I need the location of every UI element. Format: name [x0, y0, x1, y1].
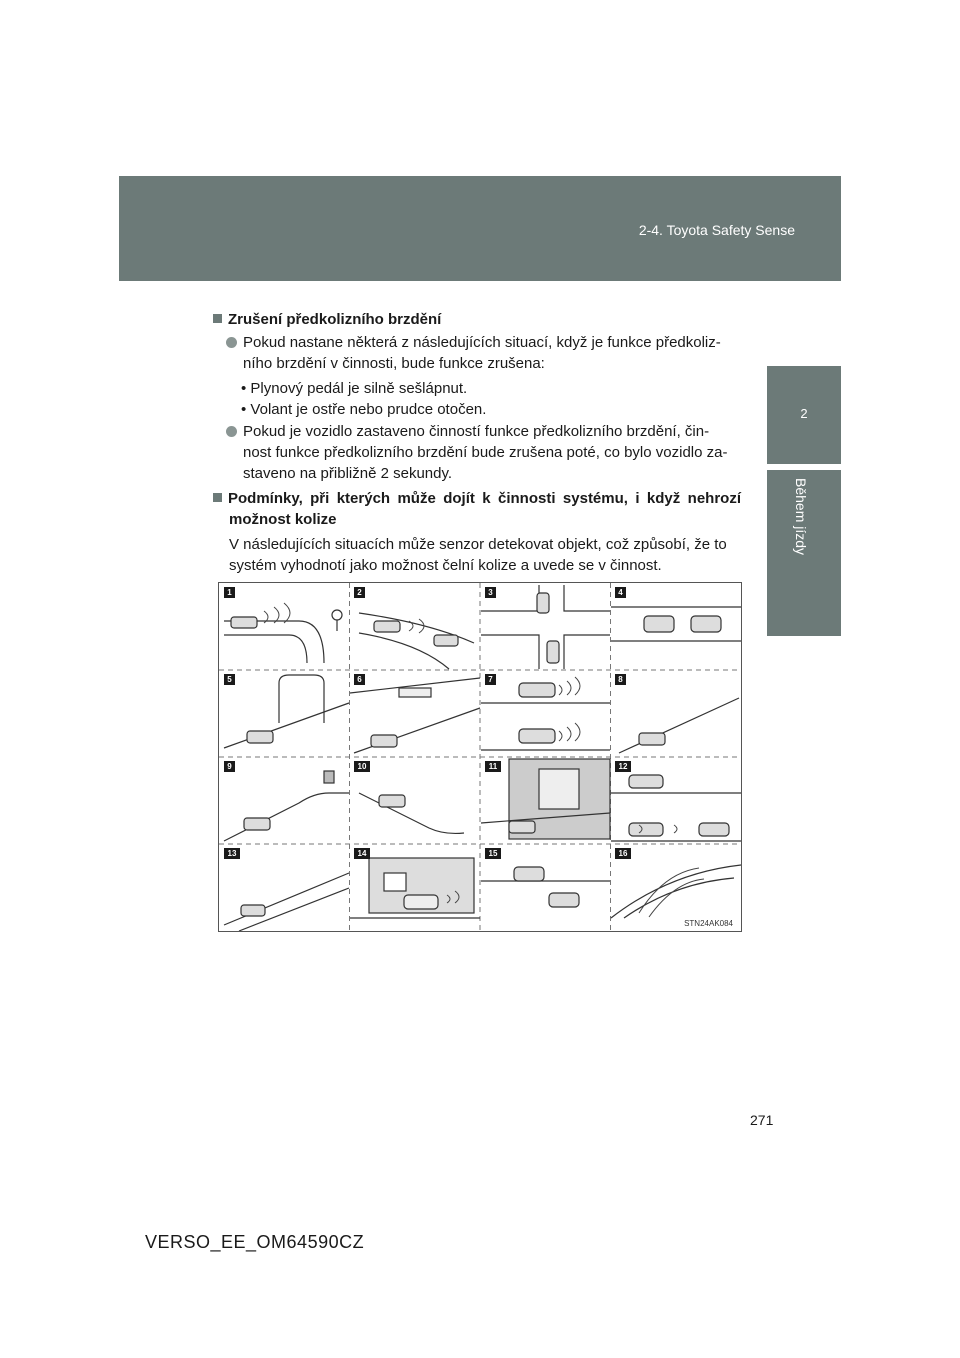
figure-cell	[480, 583, 610, 670]
figure-number: 2	[354, 587, 365, 598]
figure-number: 10	[354, 761, 370, 772]
sub-item: • Volant je ostře nebo prudce otočen.	[241, 401, 487, 418]
section-heading-conditions-line2: možnost kolize	[229, 511, 337, 528]
chapter-number-tab	[767, 366, 841, 464]
figure-cell	[480, 670, 610, 757]
figure-cell	[219, 670, 349, 757]
paragraph-line: Pokud je vozidlo zastaveno činností funkce předkolizního brzdění, čin-	[243, 423, 710, 440]
figure-cell	[349, 583, 479, 670]
figure-cell	[349, 757, 479, 844]
figure-number: 15	[485, 848, 501, 859]
figure-cell	[349, 670, 479, 757]
section-heading-cancel: Zrušení předkolizního brzdění	[213, 309, 441, 330]
figure-number: 5	[224, 674, 235, 685]
situations-figure	[218, 582, 742, 932]
document-code: VERSO_EE_OM64590CZ	[145, 1232, 365, 1252]
paragraph-line: Pokud nastane některá z následujících situací, když je funkce předkoliz-	[243, 334, 721, 351]
figure-cell	[610, 670, 740, 757]
figure-cell	[219, 757, 349, 844]
paragraph-line: ního brzdění v činnosti, bude funkce zrušena:	[243, 355, 545, 372]
sub-item: • Plynový pedál je silně sešlápnut.	[241, 380, 468, 397]
square-bullet-icon	[213, 493, 222, 502]
figure-number: 6	[354, 674, 365, 685]
figure-number: 9	[224, 761, 235, 772]
figure-number: 4	[615, 587, 626, 598]
chapter-number: 2	[800, 406, 808, 421]
figure-code: STN24AK084	[684, 919, 733, 928]
page-number: 271	[750, 1112, 774, 1128]
figure-number: 16	[615, 848, 631, 859]
paragraph-line: staveno na přibližně 2 sekundy.	[243, 465, 453, 482]
figure-cell	[610, 844, 740, 931]
figure-cell	[610, 583, 740, 670]
figure-number: 7	[485, 674, 496, 685]
figure-number: 1	[224, 587, 235, 598]
page-header	[119, 176, 841, 281]
paragraph-line: V následujících situacích může senzor detekovat objekt, což způsobí, že to	[229, 536, 727, 553]
figure-cell	[480, 757, 610, 844]
circle-bullet-icon	[226, 426, 237, 437]
paragraph-line: nost funkce předkolizního brzdění bude zrušena poté, co bylo vozidlo za-	[243, 444, 728, 461]
figure-cell	[610, 757, 740, 844]
figure-number: 3	[485, 587, 496, 598]
figure-number: 11	[485, 761, 501, 772]
figure-cell	[349, 844, 479, 931]
header-section-title: 2-4. Toyota Safety Sense	[638, 222, 795, 238]
chapter-title: Během jízdy	[793, 478, 809, 556]
figure-number: 13	[224, 848, 240, 859]
chapter-title-tab	[767, 470, 841, 636]
figure-cell	[219, 844, 349, 931]
figure-number: 8	[615, 674, 626, 685]
figure-number: 12	[615, 761, 631, 772]
figure-number: 14	[354, 848, 370, 859]
square-bullet-icon	[213, 314, 222, 323]
section-heading-conditions: Podmínky, při kterých může dojít k činnosti systému, i když nehrozí	[213, 488, 741, 509]
paragraph-line: systém vyhodnotí jako možnost čelní kolize a uvede se v činnost.	[229, 557, 662, 574]
circle-bullet-icon	[226, 337, 237, 348]
figure-cell	[219, 583, 349, 670]
figure-cell	[480, 844, 610, 931]
